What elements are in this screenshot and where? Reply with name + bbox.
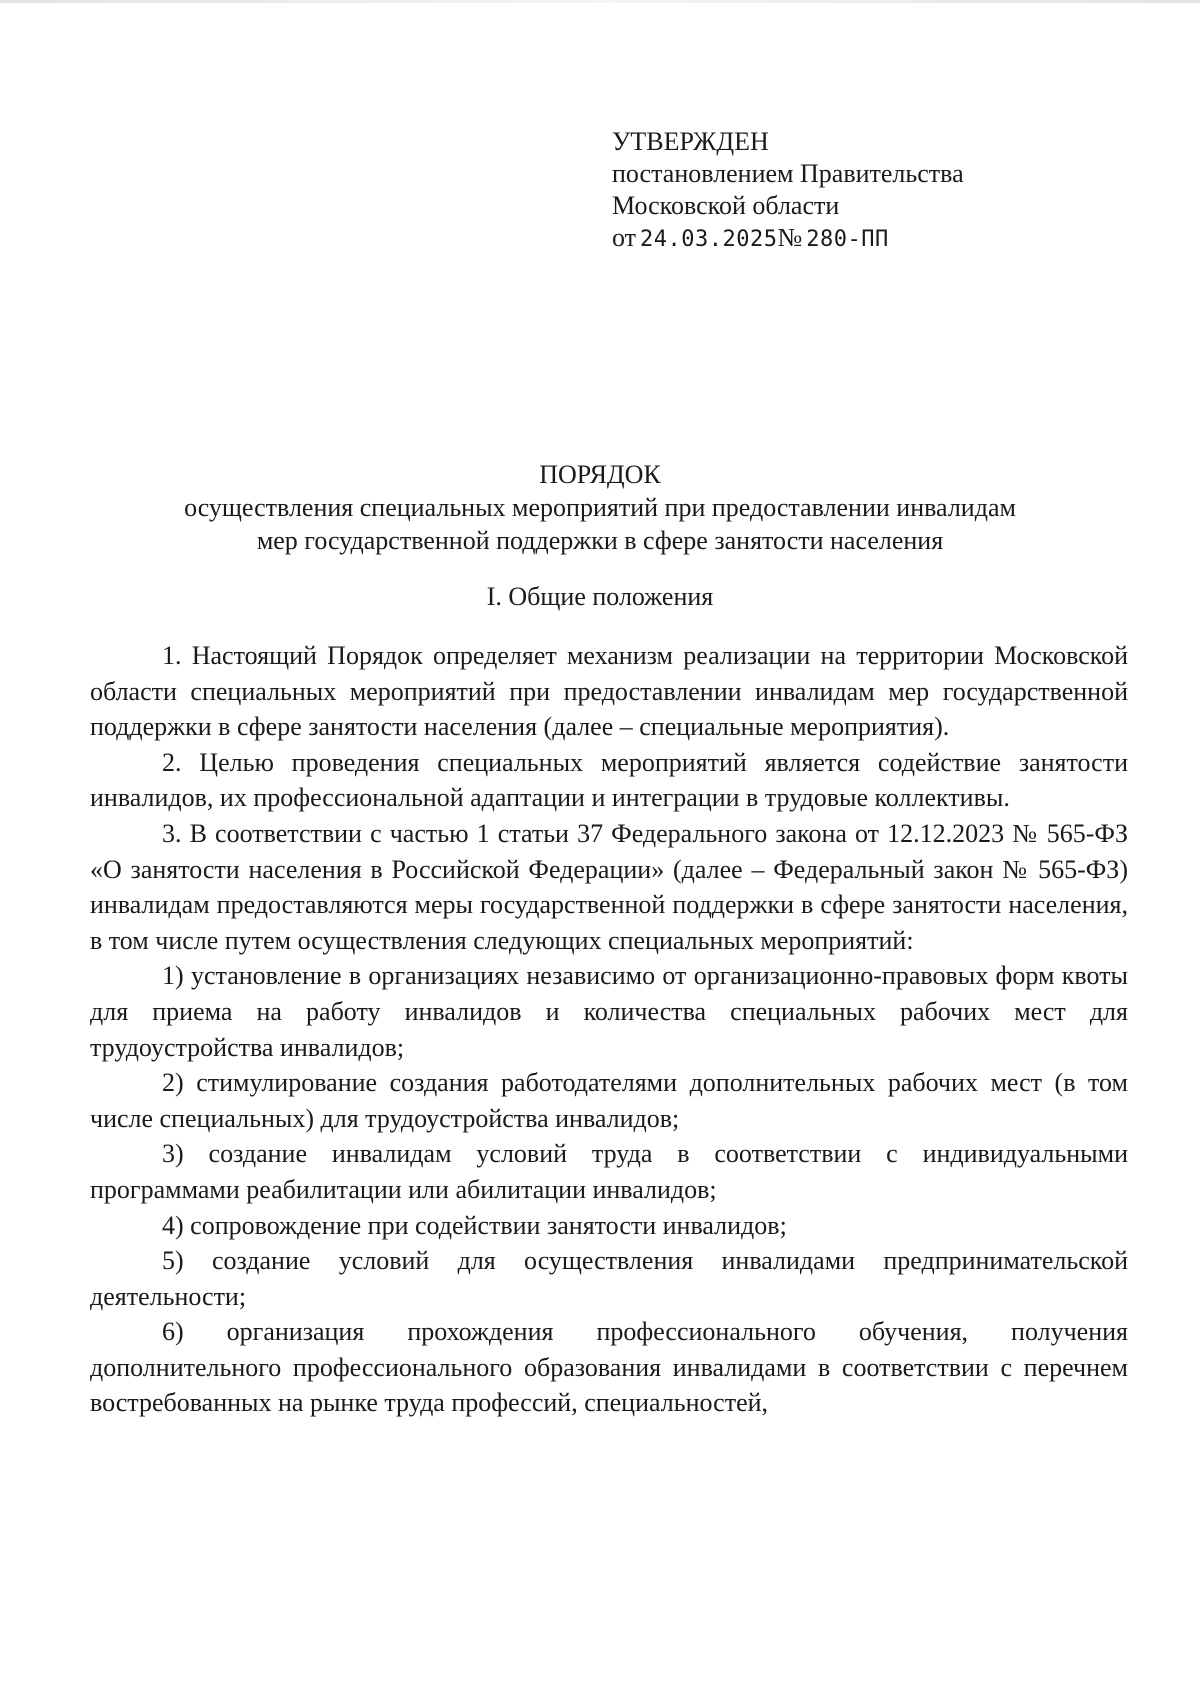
document-title: ПОРЯДОК [539,460,661,489]
list-item-1: 1) установление в организациях независимо от организационно-правовых форм квоты для приема на работу инвалидов и количества специальных рабочих мест для трудоустройства инвалидов; [90,961,1128,1062]
document-subtitle [90,491,1110,557]
approval-date-line [612,222,1072,256]
list-item-2: 2) стимулирование создания работодателями дополнительных рабочих мест (в том числе специальных) для трудоустройства инвалидов; [90,1068,1128,1133]
list-item-6: 6) организация прохождения профессионального обучения, получения дополнительного профессионального образования инвалидами в соответствии с перечнем востребованных на рынке труда профессий, специальностей, [90,1317,1128,1418]
approval-date: 24.03.2025 [640,227,778,252]
document-subtitle-line-1: осуществления специальных мероприятий при предоставлении инвалидам [184,493,1016,522]
section-heading: I. Общие положения [486,582,714,611]
list-item-4: 4) сопровождение при содействии занятости инвалидов; [162,1210,787,1240]
approval-date-prefix: от [612,223,637,252]
approval-line-2: Московской области [612,191,840,220]
paragraph-1: 1. Настоящий Порядок определяет механизм реализации на территории Московской области специальных мероприятий при предоставлении инвалидам мер государственной поддержки в сфере занятости населения (далее – специальные мероприятия). [90,641,1128,742]
approval-heading: УТВЕРЖДЕН [612,127,769,156]
document-body [90,638,1128,1421]
list-item-3: 3) создание инвалидам условий труда в соответствии с индивидуальными программами реабилитации или абилитации инвалидов; [90,1139,1128,1204]
document-subtitle-line-2: мер государственной поддержки в сфере занятости населения [256,526,944,555]
list-item-5: 5) создание условий для осуществления инвалидами предпринимательской деятельности; [90,1246,1128,1311]
paragraph-3: 3. В соответствии с частью 1 статьи 37 Федерального закона от 12.12.2023 № 565-ФЗ «О занятости населения в Российской Федерации» (далее – Федеральный закон № 565-ФЗ) инвалидам предоставляются меры государственной поддержки в сфере занятости населения, в том числе путем осуществления следующих специальных мероприятий: [90,818,1128,955]
approval-number: 280-ПП [806,227,889,252]
approval-number-sign: № [777,223,803,252]
approval-line-1: постановлением Правительства [612,159,964,188]
paragraph-2: 2. Целью проведения специальных мероприятий является содействие занятости инвалидов, их профессиональной адаптации и интеграции в трудовые коллективы. [90,747,1128,813]
approval-block [612,126,1072,256]
